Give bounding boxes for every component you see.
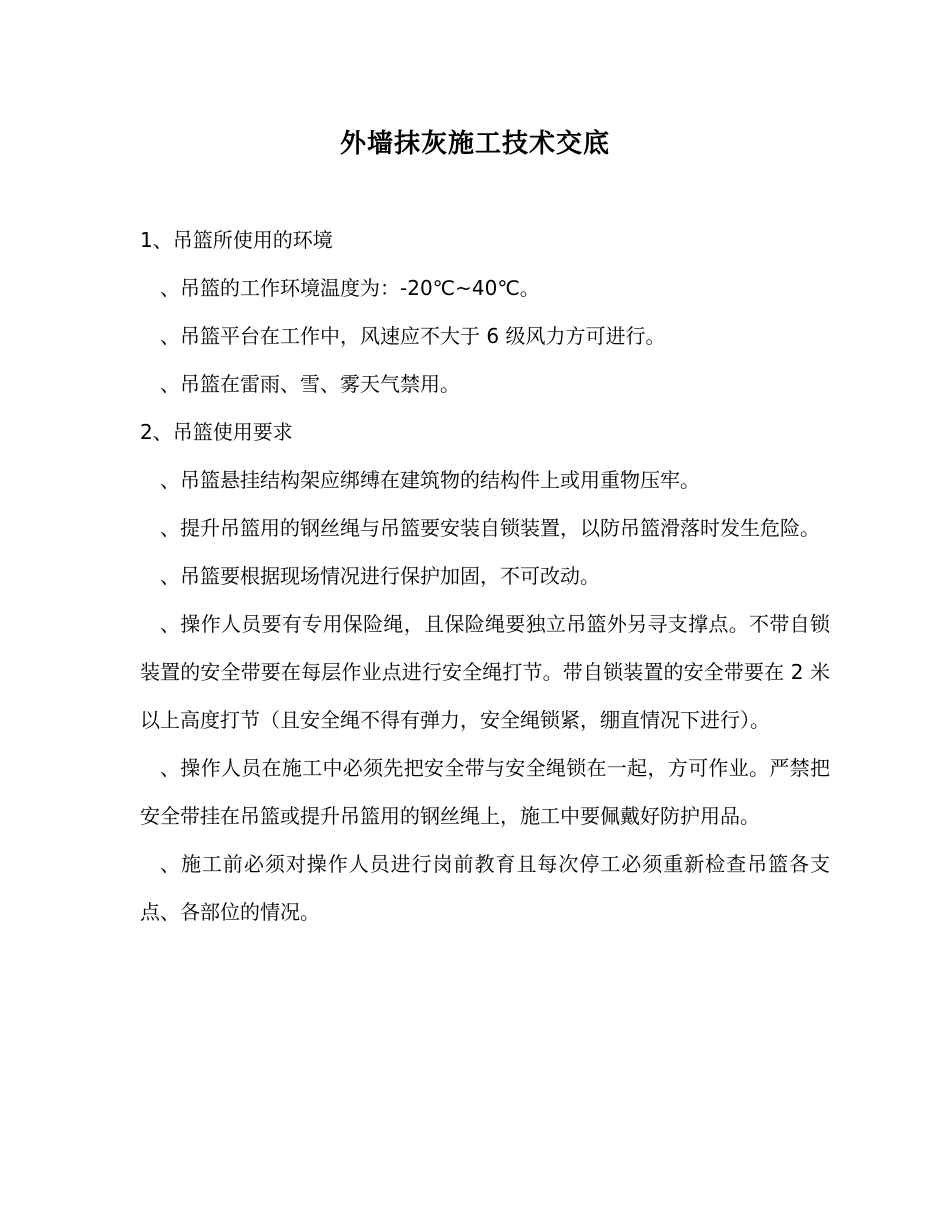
list-item: 、操作人员要有专用保险绳，且保险绳要独立吊篮外另寻支撑点。不带自锁装置的安全带要在每层作业点进行安全绳打节。带自锁装置的安全带要在 2 米以上高度打节（且安全绳不得有弹力，安全绳锁紧，绷直情况下进行）。 <box>140 612 830 732</box>
list-item: 、吊篮要根据现场情况进行保护加固，不可改动。 <box>160 564 600 588</box>
list-item: 、提升吊篮用的钢丝绳与吊篮要安装自锁装置，以防吊篮滑落时发生危险。 <box>160 516 820 540</box>
list-item: 、操作人员在施工中必须先把安全带与安全绳锁在一起，方可作业。严禁把安全带挂在吊篮或提升吊篮用的钢丝绳上，施工中要佩戴好防护用品。 <box>140 756 830 828</box>
section-heading-1: 1、吊篮所使用的环境 <box>140 228 333 252</box>
list-item: 、吊篮在雷雨、雪、雾天气禁用。 <box>160 372 460 396</box>
document-body <box>140 216 830 936</box>
list-item: 、吊篮悬挂结构架应绑缚在建筑物的结构件上或用重物压牢。 <box>160 468 700 492</box>
list-item: 、吊篮平台在工作中，风速应不大于 6 级风力方可进行。 <box>160 324 666 348</box>
list-item: 、吊篮的工作环境温度为：-20℃~40℃。 <box>160 276 540 300</box>
page-title: 外墙抹灰施工技术交底 <box>339 129 610 159</box>
section-heading-2: 2、吊篮使用要求 <box>140 420 293 444</box>
list-item: 、施工前必须对操作人员进行岗前教育且每次停工必须重新检查吊篮各支点、各部位的情况。 <box>140 852 830 924</box>
